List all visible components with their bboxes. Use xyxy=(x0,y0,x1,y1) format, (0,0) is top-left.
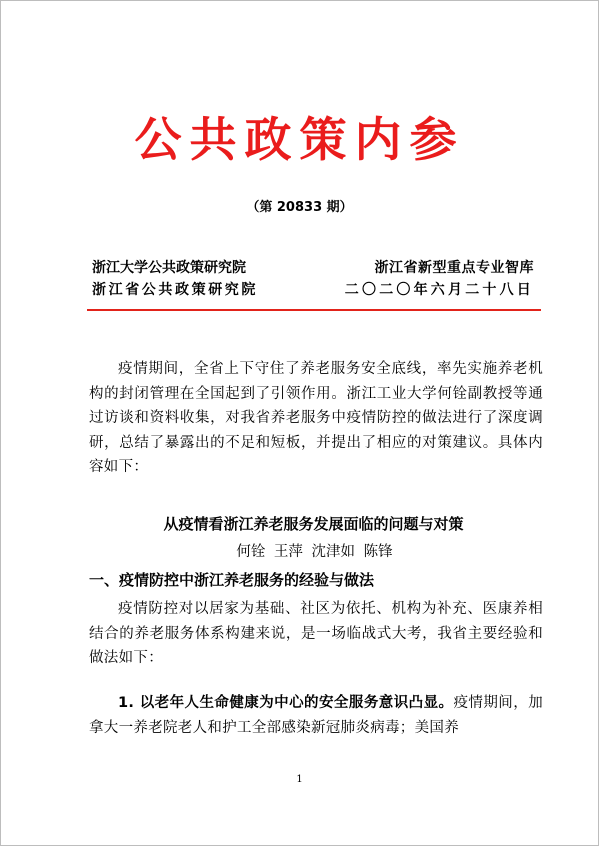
point-paragraph xyxy=(89,691,543,740)
think-tank-label: 浙江省新型重点专业智库 xyxy=(374,260,534,276)
point-text: 疫情期间，加拿大一养老院老人和护工全部感染新冠肺炎病毒；美国养 xyxy=(89,695,543,736)
issue-date: 二〇二〇年六月二十八日 xyxy=(344,282,534,298)
intro-paragraph: 疫情期间，全省上下守住了养老服务安全底线，率先实施养老机构的封闭管理在全国起到了引领作用。浙江工业大学何铨副教授等通过访谈和资料收集，对我省养老服务中疫情防控的做法进行了深度调研，总结了暴露出的不足和短板，并提出了相应的对策建议。具体内容如下： xyxy=(89,361,543,476)
org-name-province: 浙江省公共政策研究院 xyxy=(92,282,258,298)
masthead-title: 公共政策内参 xyxy=(134,113,465,168)
section-heading: 一、疫情防控中浙江养老服务的经验与做法 xyxy=(89,571,375,589)
org-name-zju: 浙江大学公共政策研究院 xyxy=(92,260,246,276)
section-paragraph: 疫情防控对以居家为基础、社区为依托、机构为补充、医康养相结合的养老服务体系构建来说，是一场临战式大考，我省主要经验和做法如下： xyxy=(89,601,543,667)
issue-number: （第 20833 期） xyxy=(246,200,353,215)
header-divider xyxy=(87,309,541,311)
point-lead: 1. 以老年人生命健康为中心的安全服务意识凸显。 xyxy=(118,695,454,711)
article-authors: 何铨 王萍 沈津如 陈锋 xyxy=(236,544,393,560)
header-row-2 xyxy=(92,280,534,300)
article-title: 从疫情看浙江养老服务发展面临的问题与对策 xyxy=(163,515,464,533)
header-row-1 xyxy=(92,258,534,278)
page-number: 1 xyxy=(296,774,303,785)
